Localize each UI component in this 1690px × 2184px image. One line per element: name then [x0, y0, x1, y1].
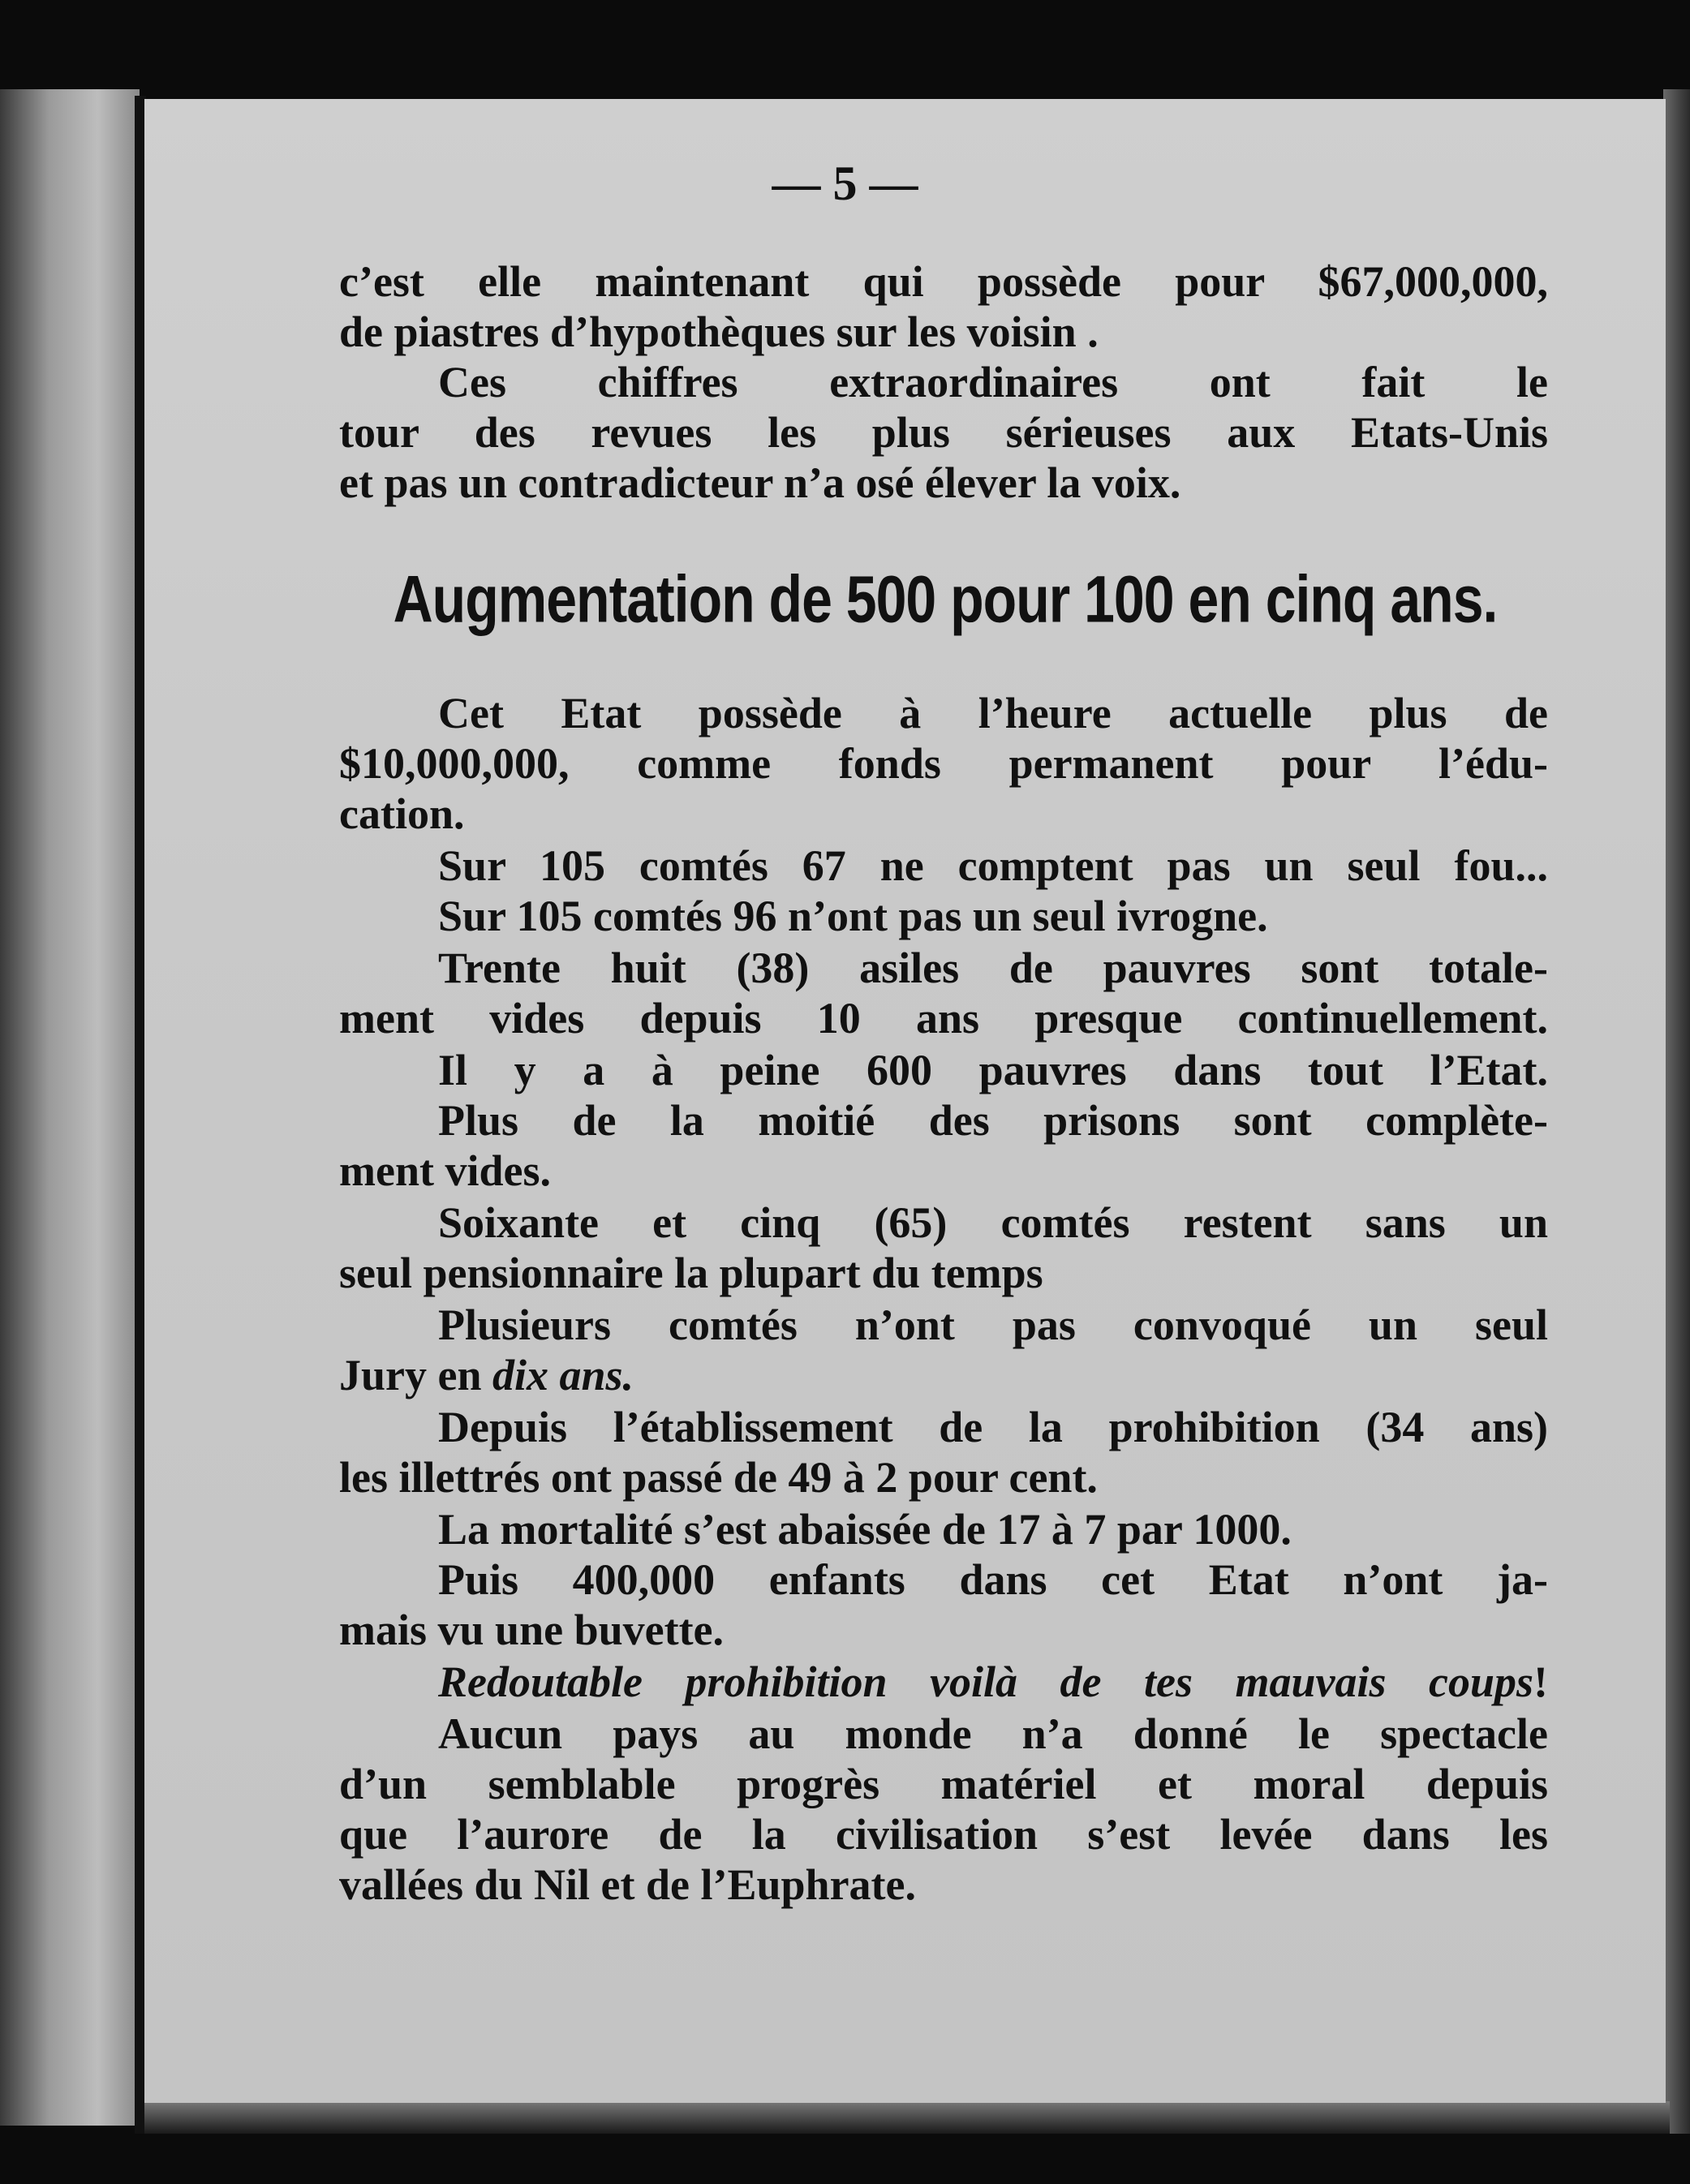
text-line: cation.	[339, 789, 465, 838]
page-bottom-edge	[144, 2101, 1670, 2134]
text-line: Ces chiffres extraordinaires ont fait le	[438, 358, 1548, 406]
text-line: que l’aurore de la civilisation s’est levée dans les	[339, 1810, 1548, 1859]
text-line: $10,000,000, comme fonds permanent pour l’édu-	[339, 739, 1548, 788]
page-right-edge	[1663, 89, 1690, 2134]
text-line: Aucun pays au monde n’a donné le spectacle	[438, 1709, 1548, 1758]
text-line: Sur 105 comtés 67 ne comptent pas un seul fou...	[438, 841, 1548, 890]
text-line: Depuis l’établissement de la prohibition (34 ans)	[438, 1403, 1548, 1451]
text-line: Puis 400,000 enfants dans cet Etat n’ont ja-	[438, 1555, 1548, 1604]
page-number: — 5 —	[772, 157, 918, 210]
text-line: et pas un contradicteur n’a osé élever la voix.	[339, 458, 1181, 507]
italic-text-run: Redoutable prohibition voilà de tes mauvais coups	[438, 1657, 1534, 1706]
text-line: c’est elle maintenant qui possède pour $67,000,000,	[339, 257, 1548, 306]
text-run: Jury en	[339, 1351, 492, 1399]
text-line	[438, 1657, 1548, 1707]
text-line: Cet Etat possède à l’heure actuelle plus de	[438, 689, 1548, 737]
text-line: Plusieurs comtés n’ont pas convoqué un seul	[438, 1301, 1548, 1349]
text-line: vallées du Nil et de l’Euphrate.	[339, 1860, 916, 1909]
text-line: Soixante et cinq (65) comtés restent sans un	[438, 1198, 1548, 1247]
text-line: Plus de la moitié des prisons sont complète-	[438, 1096, 1548, 1145]
text-line: ment vides.	[339, 1146, 551, 1195]
text-line: seul pensionnaire la plupart du temps	[339, 1249, 1043, 1297]
text-line: d’un semblable progrès matériel et moral depuis	[339, 1760, 1548, 1808]
text-line: les illettrés ont passé de 49 à 2 pour cent.	[339, 1453, 1098, 1502]
text-line: ment vides depuis 10 ans presque continuellement.	[339, 994, 1548, 1043]
text-line: La mortalité s’est abaissée de 17 à 7 par 1000.	[438, 1505, 1292, 1554]
text-line: tour des revues les plus sérieuses aux Etats-Unis	[339, 408, 1548, 457]
text-line: Trente huit (38) asiles de pauvres sont totale-	[438, 944, 1548, 992]
italic-text-run: dix ans.	[492, 1351, 634, 1399]
text-run: !	[1533, 1657, 1548, 1706]
text-line: Il y a à peine 600 pauvres dans tout l’Etat.	[438, 1046, 1548, 1094]
section-heading: Augmentation de 500 pour 100 en cinq ans.	[393, 562, 1498, 637]
text-line: mais vu une buvette.	[339, 1606, 725, 1654]
text-line: de piastres d’hypothèques sur les voisin .	[339, 307, 1099, 356]
adjacent-page-strip	[0, 89, 140, 2126]
text-line	[339, 1350, 1548, 1400]
text-line: Sur 105 comtés 96 n’ont pas un seul ivrogne.	[438, 892, 1268, 940]
